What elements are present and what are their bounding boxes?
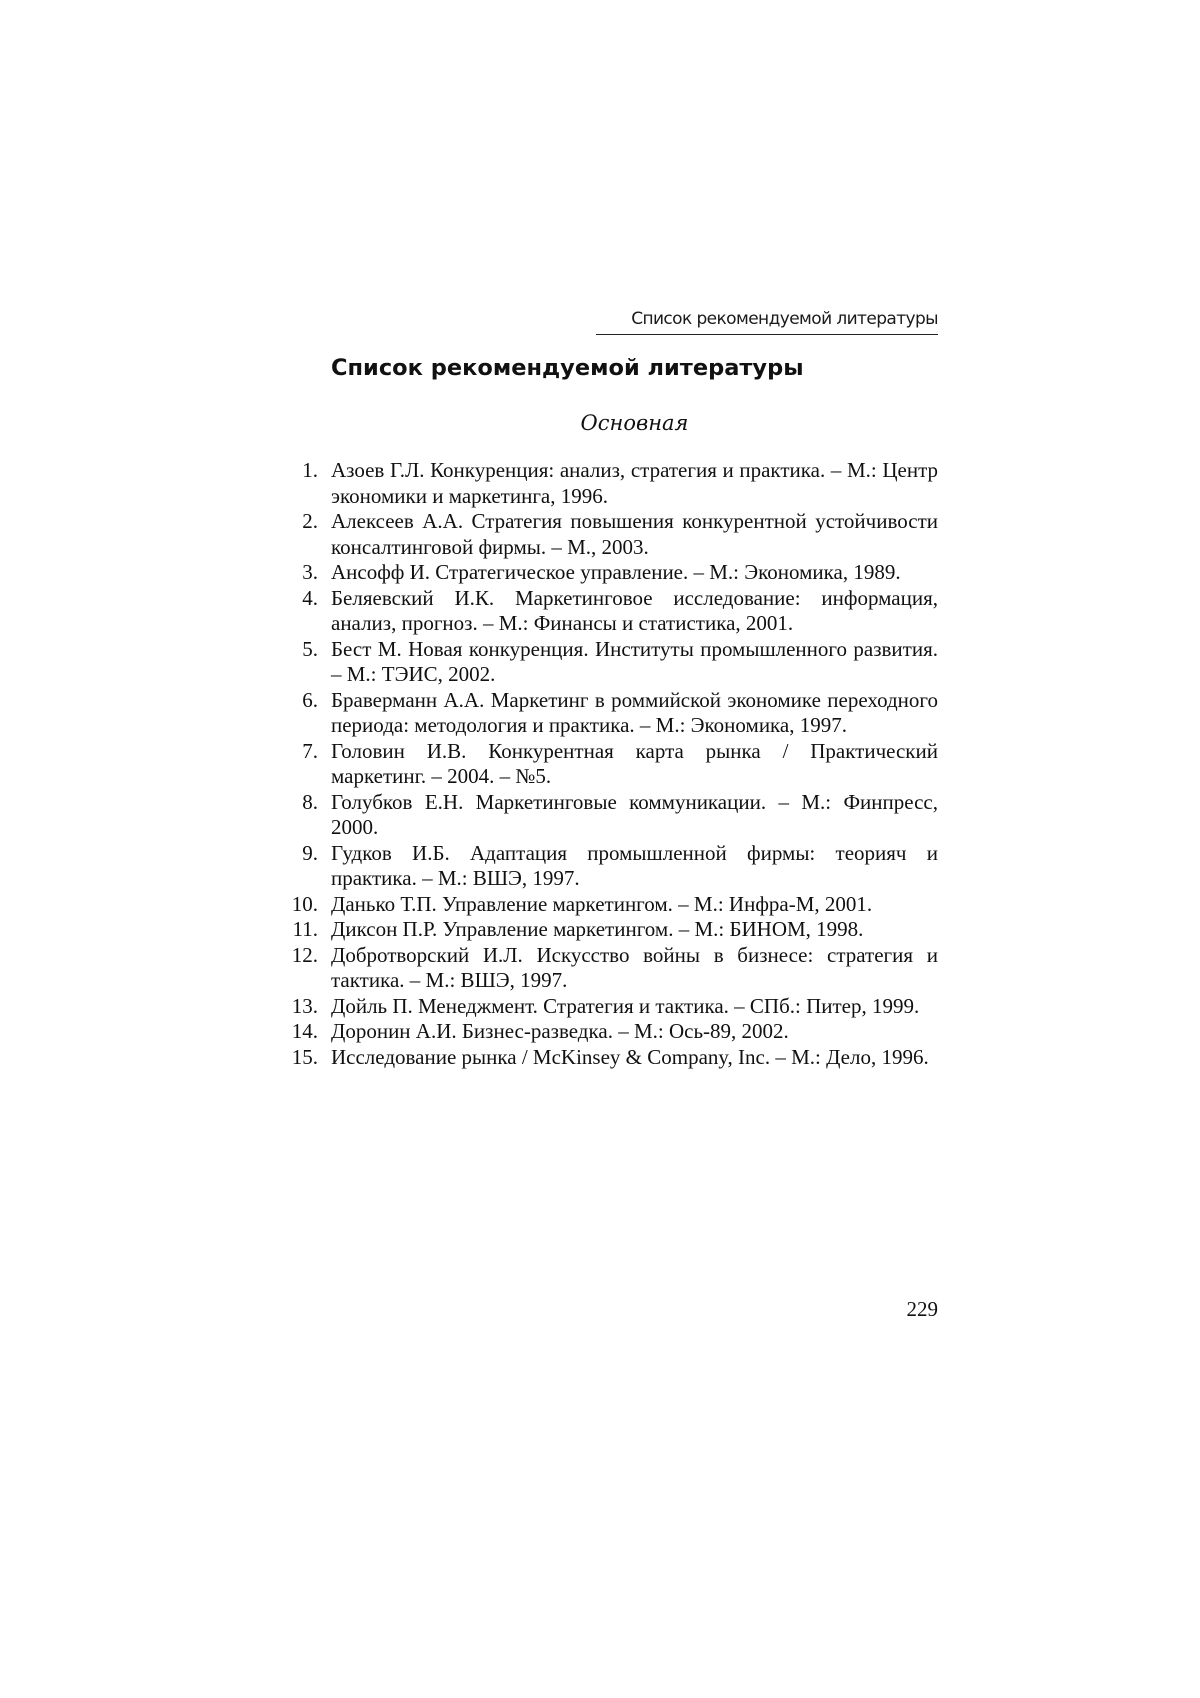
running-header: Список рекомендуемой литературы — [596, 308, 938, 335]
reference-number: 1. — [302, 458, 318, 482]
reference-item — [280, 1019, 938, 1045]
reference-text: Дойль П. Менеджмент. Стратегия и тактика. – СПб.: Питер, 1999. — [331, 993, 920, 1018]
reference-text: Исследование рынка / McKinsey & Company, Inc. – М.: Дело, 1996. — [331, 1044, 929, 1069]
reference-text: Ансофф И. Стратегическое управление. – М.: Экономика, 1989. — [331, 560, 901, 584]
reference-number: 7. — [302, 738, 318, 763]
reference-number: 10. — [291, 891, 318, 916]
reference-number: 14. — [291, 1019, 318, 1043]
reference-list — [280, 458, 938, 1070]
reference-text: Диксон П.Р. Управление маркетингом. – М.: БИНОМ, 1998. — [331, 917, 864, 941]
reference-item — [280, 917, 938, 943]
reference-number: 13. — [291, 993, 318, 1018]
reference-item — [280, 1045, 938, 1071]
reference-number: 4. — [302, 585, 318, 610]
chapter-title: Список рекомендуемой литературы — [331, 355, 804, 381]
reference-item — [280, 739, 938, 790]
reference-item — [280, 586, 938, 637]
reference-number: 12. — [291, 942, 318, 967]
reference-text: Данько Т.П. Управление маркетингом. – М.: Инфра-М, 2001. — [331, 891, 873, 916]
reference-text: Добротворский И.Л. Искусство войны в бизнесе: стратегия и тактика. – М.: ВШЭ, 1997. — [331, 942, 938, 992]
reference-number: 9. — [302, 840, 318, 865]
reference-number: 6. — [302, 687, 318, 712]
reference-item — [280, 560, 938, 586]
reference-item — [280, 458, 938, 509]
reference-number: 11. — [292, 917, 318, 941]
reference-number: 2. — [302, 509, 318, 533]
reference-text: Голубков Е.Н. Маркетинговые коммуникации. – М.: Финпресс, 2000. — [331, 789, 938, 839]
reference-number: 8. — [302, 789, 318, 814]
reference-text: Азоев Г.Л. Конкуренция: анализ, стратегия и практика. – М.: Центр экономики и маркетинга, 1996. — [331, 458, 938, 508]
reference-item — [280, 841, 938, 892]
reference-item — [280, 943, 938, 994]
reference-item — [280, 509, 938, 560]
reference-text: Доронин А.И. Бизнес-разведка. – М.: Ось-89, 2002. — [331, 1019, 789, 1043]
section-title: Основная — [580, 411, 689, 435]
reference-text: Головин И.В. Конкурентная карта рынка / Практический маркетинг. – 2004. – №5. — [331, 738, 938, 788]
reference-number: 5. — [302, 636, 318, 661]
reference-item — [280, 994, 938, 1020]
reference-text: Алексеев А.А. Стратегия повышения конкурентной устойчивости консалтинговой фирмы. – М., 2003. — [331, 509, 938, 559]
reference-text: Гудков И.Б. Адаптация промышленной фирмы: теорияч и практика. – М.: ВШЭ, 1997. — [331, 840, 938, 890]
reference-item — [280, 892, 938, 918]
reference-text: Браверманн А.А. Маркетинг в роммийской экономике переходного периода: методология и практика. – М.: Экономика, 1997. — [331, 687, 938, 737]
reference-item — [280, 688, 938, 739]
reference-number: 15. — [291, 1044, 318, 1069]
reference-number: 3. — [302, 560, 318, 584]
reference-item — [280, 637, 938, 688]
reference-text: Беляевский И.К. Маркетинговое исследование: информация, анализ, прогноз. – М.: Финансы и статистика, 2001. — [331, 585, 938, 635]
reference-text: Бест М. Новая конкуренция. Институты промышленного развития. – М.: ТЭИС, 2002. — [331, 636, 938, 686]
reference-item — [280, 790, 938, 841]
page-number: 229 — [906, 1297, 938, 1321]
